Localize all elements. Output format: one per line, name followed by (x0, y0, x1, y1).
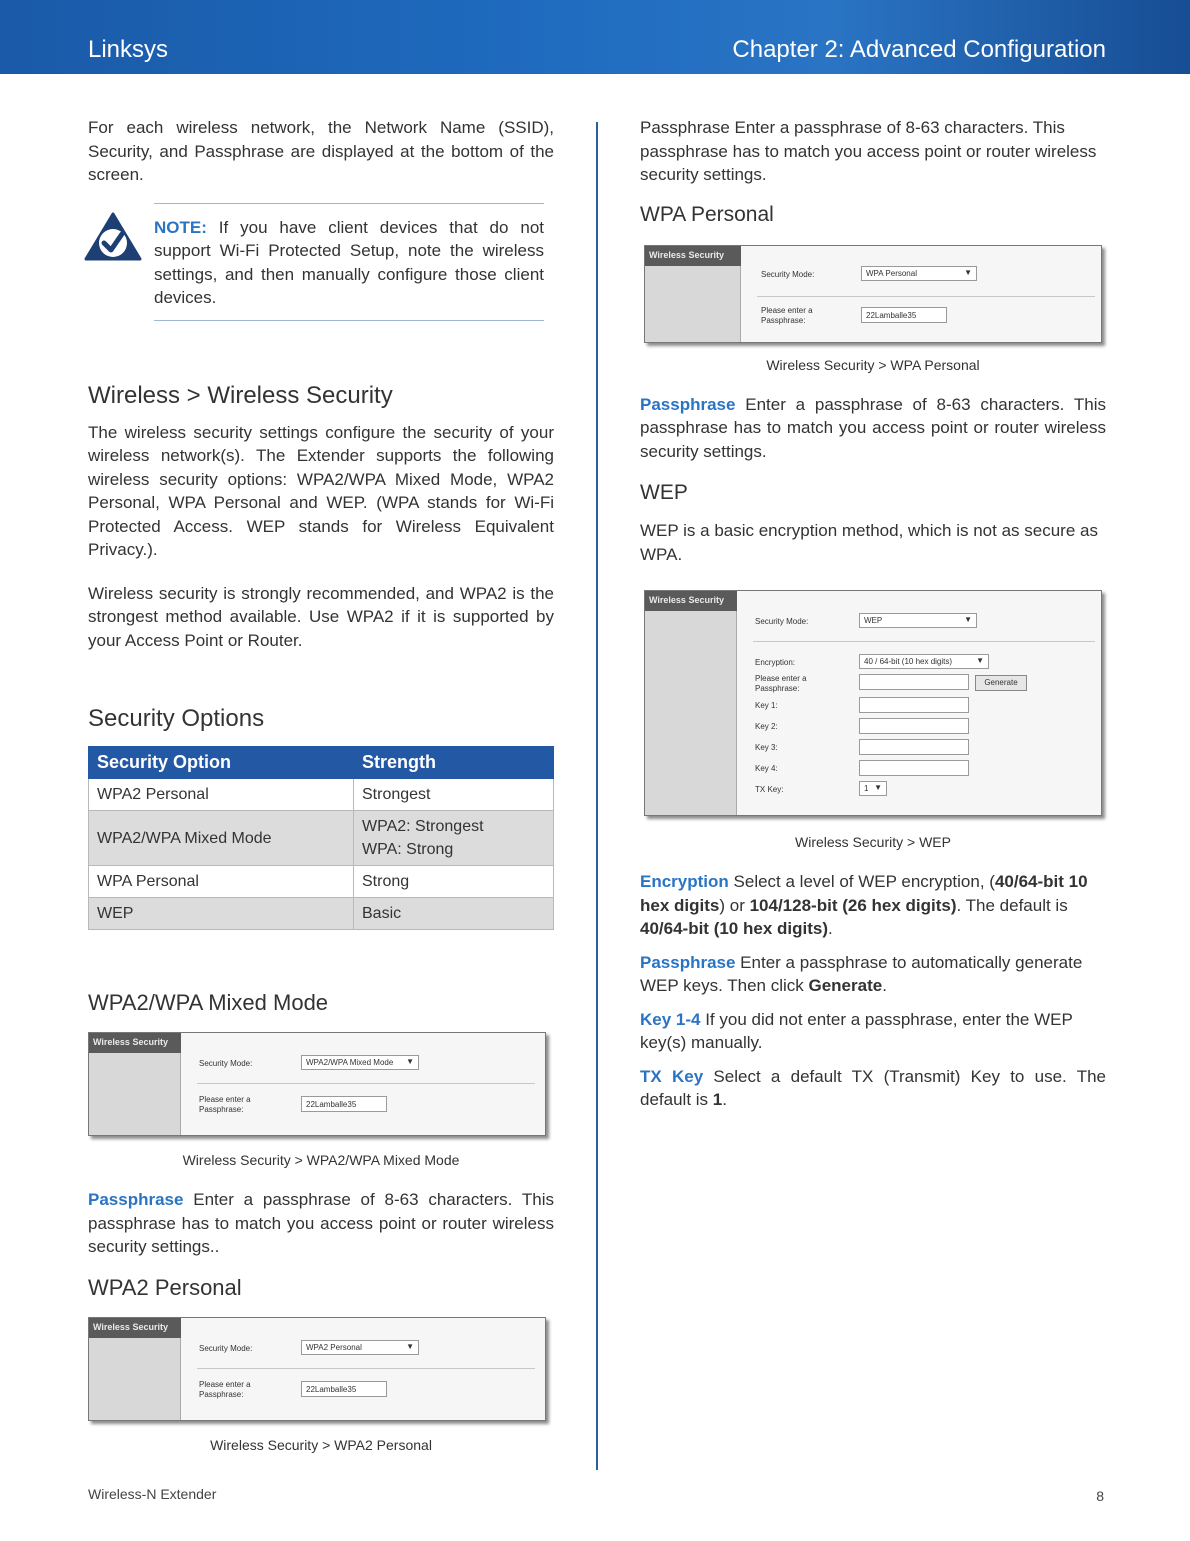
security-mode-value: WPA2 Personal (306, 1342, 362, 1352)
passphrase-label (761, 306, 813, 326)
key-paragraph (640, 1008, 1106, 1055)
security-mode-select[interactable] (859, 613, 977, 628)
encryption-paragraph (640, 870, 1106, 941)
column-divider (596, 122, 598, 1470)
key1-label: Key 1: (755, 701, 778, 710)
strength-line-2: WPA: Strong (362, 841, 454, 858)
table-header-option: Security Option (89, 747, 354, 779)
passphrase-term: Passphrase (640, 394, 736, 414)
passphrase-label (755, 674, 807, 694)
passphrase-input[interactable]: 22Lamballe35 (301, 1381, 387, 1397)
encryption-default: 40/64-bit (10 hex digits) (640, 919, 828, 938)
note-body: If you have client devices that do not support Wi-Fi Protected Setup, note the wireless settings, and then manually configure those client devices. (154, 217, 544, 307)
section-title-wpa2-personal: WPA2 Personal (88, 1274, 242, 1300)
encryption-text: ) or (719, 895, 750, 915)
wpa2-personal-screenshot (88, 1317, 546, 1421)
mixed-passphrase-paragraph (88, 1188, 554, 1259)
page-header (0, 0, 1190, 74)
security-paragraph-1: The wireless security settings configure the security of your wireless network(s). The Extender supports the following wireless security options: WPA2/WPA Mixed Mode, WPA2 Personal, WPA Personal and WEP. (WPA stands for Wi-Fi Protected Access. WEP stands for Wireless Equivalent Privacy.). (88, 422, 554, 559)
screenshot-sidebar (645, 591, 737, 815)
form-divider (753, 641, 1095, 642)
generate-button[interactable]: Generate (975, 675, 1027, 691)
security-mode-label: Security Mode: (755, 617, 809, 626)
security-mode-select[interactable] (301, 1055, 419, 1070)
passphrase-label-line-2: Passphrase: (761, 315, 806, 325)
table-header-row (89, 747, 554, 779)
section-title-mixed-mode: WPA2/WPA Mixed Mode (88, 990, 329, 1015)
table-cell-option: WPA Personal (89, 866, 354, 898)
passphrase-input[interactable]: 22Lamballe35 (301, 1096, 387, 1112)
chapter-title: Chapter 2: Advanced Configuration (732, 36, 1106, 63)
wep-caption: Wireless Security > WEP (795, 834, 951, 850)
wep-intro-paragraph: WEP is a basic encryption method, which is not as secure as WPA. (640, 521, 1098, 564)
form-divider (757, 296, 1095, 297)
screenshot-panel-title: Wireless Security (645, 246, 741, 266)
table-cell-option: WPA2/WPA Mixed Mode (89, 811, 354, 866)
note-text (154, 216, 544, 310)
key-term: Key 1-4 (640, 1009, 701, 1029)
key4-label: Key 4: (755, 764, 778, 773)
wpa-passphrase-paragraph (640, 393, 1106, 464)
encryption-option-40: 40/64-bit 10 hex digits (640, 872, 1088, 915)
txkey-default: 1 (712, 1090, 723, 1109)
key-description: If you did not enter a passphrase, enter the WEP key(s) manually. (640, 1009, 1073, 1052)
key4-input[interactable] (859, 760, 969, 776)
txkey-description-end: . (722, 1090, 727, 1109)
security-mode-select[interactable] (861, 266, 977, 281)
key3-label: Key 3: (755, 743, 778, 752)
passphrase-term: Passphrase (640, 952, 736, 972)
security-options-table (88, 746, 554, 930)
table-cell-option: WEP (89, 898, 354, 930)
table-cell-strength: Strongest (354, 779, 554, 811)
passphrase-description-end: . (882, 976, 887, 995)
mixed-mode-screenshot (88, 1032, 546, 1136)
security-mode-value: WPA Personal (866, 268, 917, 278)
screenshot-panel-title: Wireless Security (645, 591, 737, 611)
passphrase-description: Enter a passphrase of 8-63 characters. This passphrase has to match you access point or router wireless security settings. (640, 394, 1106, 461)
intro-paragraph: For each wireless network, the Network Name (SSID), Security, and Passphrase are displayed at the bottom of the screen. (88, 118, 554, 184)
passphrase-description: Enter a passphrase of 8-63 characters. This passphrase has to match you access point or router wireless security settings.. (88, 1190, 554, 1256)
encryption-text: . (828, 919, 833, 938)
encryption-value: 40 / 64-bit (10 hex digits) (864, 657, 953, 666)
wep-screenshot (644, 590, 1102, 816)
footer-product: Wireless-N Extender (88, 1486, 217, 1502)
dropdown-arrow-icon: ▼ (874, 783, 882, 792)
note-label: NOTE: (154, 217, 207, 237)
dropdown-arrow-icon: ▼ (964, 267, 972, 277)
note-box (154, 203, 544, 321)
passphrase-label-line-1: Please enter a (755, 674, 807, 683)
left-column (88, 116, 554, 1455)
dropdown-arrow-icon: ▼ (406, 1341, 414, 1351)
txkey-value: 1 (864, 784, 869, 793)
table-header-strength: Strength (354, 747, 554, 779)
security-paragraph-2: Wireless security is strongly recommended, and WPA2 is the strongest method available. Use WPA2 if it is supported by your Access Point or Router. (88, 583, 554, 650)
table-cell-option: WPA2 Personal (89, 779, 354, 811)
encryption-label: Encryption: (755, 658, 796, 667)
key2-label: Key 2: (755, 722, 778, 731)
wep-passphrase-paragraph (640, 951, 1106, 998)
passphrase-description: Enter a passphrase to automatically generate WEP keys. Then click (640, 952, 1083, 995)
checkmark-icon (84, 212, 142, 262)
key2-input[interactable] (859, 718, 969, 734)
security-mode-label: Security Mode: (199, 1059, 253, 1068)
security-mode-select[interactable] (301, 1340, 419, 1355)
right-column (640, 116, 1106, 1112)
encryption-text: Select a level of WEP encryption, ( (728, 872, 995, 891)
section-title-security-options: Security Options (88, 705, 265, 732)
encryption-text: . The default is (956, 895, 1068, 915)
passphrase-input[interactable]: 22Lamballe35 (861, 307, 947, 323)
txkey-term: TX Key (640, 1066, 704, 1086)
passphrase-label-line-1: Please enter a (761, 305, 813, 315)
table-cell-strength (354, 811, 554, 866)
table-cell-strength: Strong (354, 866, 554, 898)
dropdown-arrow-icon: ▼ (406, 1057, 414, 1066)
passphrase-label-line-2: Passphrase: (199, 1389, 244, 1399)
screenshot-panel-title: Wireless Security (89, 1318, 181, 1338)
passphrase-label-line-2: Passphrase: (755, 684, 800, 693)
section-title-wpa-personal: WPA Personal (640, 202, 774, 226)
wep-passphrase-input[interactable] (859, 674, 969, 690)
passphrase-label (199, 1380, 251, 1400)
security-mode-value: WEP (864, 616, 883, 625)
generate-reference: Generate (808, 976, 883, 995)
strength-line-1: WPA2: Strongest (362, 818, 484, 835)
table-cell-strength: Basic (354, 898, 554, 930)
security-mode-label: Security Mode: (761, 269, 815, 279)
passphrase-label-line-2: Passphrase: (199, 1105, 244, 1114)
txkey-label: TX Key: (755, 785, 784, 794)
txkey-paragraph (640, 1065, 1106, 1112)
dropdown-arrow-icon: ▼ (964, 615, 972, 624)
wpa-personal-screenshot (644, 245, 1102, 343)
dropdown-arrow-icon: ▼ (976, 656, 984, 665)
section-title-wireless-security: Wireless > Wireless Security (88, 381, 393, 409)
passphrase-label-line-1: Please enter a (199, 1095, 251, 1104)
section-title-wep: WEP (640, 481, 688, 504)
security-mode-value: WPA2/WPA Mixed Mode (306, 1058, 394, 1067)
screenshot-panel-title: Wireless Security (89, 1033, 181, 1053)
passphrase-label-line-1: Please enter a (199, 1379, 251, 1389)
wpa2-personal-caption: Wireless Security > WPA2 Personal (210, 1436, 432, 1453)
top-passphrase-paragraph: Passphrase Enter a passphrase of 8-63 characters. This passphrase has to match you access point or router wireless security settings. (640, 118, 1097, 184)
encryption-term: Encryption (640, 872, 729, 891)
txkey-select[interactable] (859, 781, 887, 796)
encryption-select[interactable] (859, 654, 989, 669)
table-row (89, 866, 554, 898)
key1-input[interactable] (859, 697, 969, 713)
form-divider (197, 1368, 535, 1369)
txkey-description: Select a default TX (Transmit) Key to use. The default is (640, 1066, 1106, 1109)
mixed-mode-caption: Wireless Security > WPA2/WPA Mixed Mode (182, 1152, 460, 1168)
form-divider (197, 1083, 535, 1084)
security-mode-label: Security Mode: (199, 1343, 253, 1353)
passphrase-term: Passphrase (88, 1190, 184, 1209)
table-row (89, 811, 554, 866)
table-row (89, 898, 554, 930)
brand-name: Linksys (88, 36, 169, 63)
table-row (89, 779, 554, 811)
key3-input[interactable] (859, 739, 969, 755)
page-number: 8 (1096, 1488, 1104, 1504)
wpa-personal-caption: Wireless Security > WPA Personal (766, 356, 980, 373)
passphrase-label (199, 1095, 251, 1115)
encryption-option-104: 104/128-bit (26 hex digits) (749, 895, 957, 915)
